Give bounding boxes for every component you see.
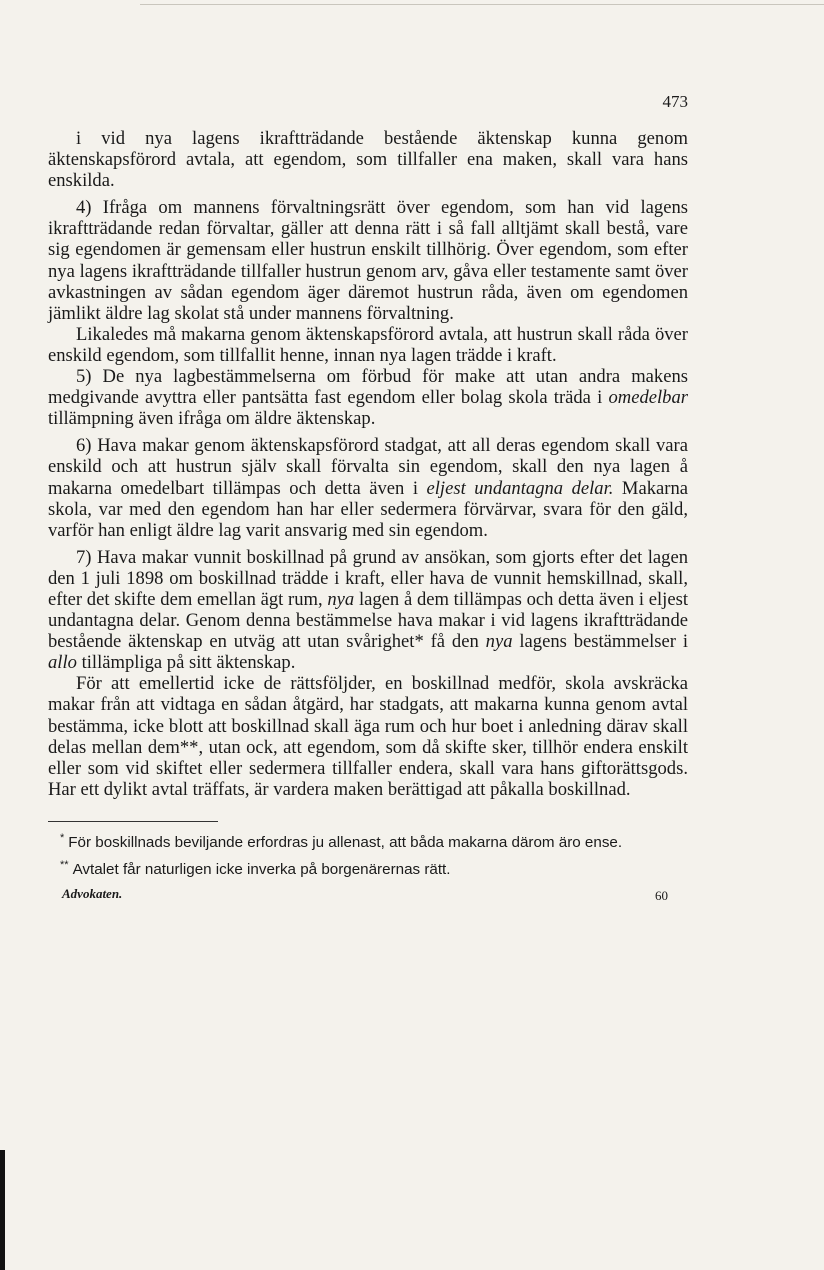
signature-line — [62, 886, 668, 906]
footnote-text: Avtalet får naturligen icke inverka på borgenärernas rätt. — [72, 861, 451, 879]
text-segment: tillämpliga på sitt äktenskap. — [76, 652, 296, 674]
text-segment: nya — [485, 631, 513, 653]
footnote-divider — [48, 821, 218, 822]
text-segment: i vid nya lagens ikraftträdande bestående äktenskap kunna genom äktenskapsförord avtala, att egendom, som tillfaller ena maken, skall vara hans enskilda. — [48, 128, 688, 192]
text-segment: 4) Ifråga om mannens förvaltningsrätt över egendom, som han vid lagens ikraftträdande redan förvaltar, gäller att denna rätt i så fall alltjämt skall bestå, vare sig egendomen är gemensam eller hustrun enskilt tillhörig. Över egendom, som efter nya lagens ikraftträdande tillfaller hustrun genom arv, gåva eller testamente samt över avkastningen av sådan egendom äger däremot hustrun råda, även om egendomen jämlikt äldre lag skolat stå under mannens förvaltning. — [48, 197, 688, 324]
paragraph-p5 — [48, 435, 688, 540]
body-text — [48, 128, 688, 800]
text-segment: eljest undantagna delar. — [426, 477, 614, 499]
text-segment: Makarna skola, var med den egendom han har eller sedermera förvärvar, svara för den gäld, varför han enligt äldre lag varit ansvarig med sin egendom. — [48, 477, 688, 541]
footnote-mark: * — [60, 832, 65, 844]
paragraph-p2 — [48, 197, 688, 324]
text-segment: allo — [48, 652, 77, 674]
footnotes — [48, 829, 688, 883]
signature: Advokaten. — [62, 886, 123, 901]
text-segment: 6) Hava makar genom äktenskapsförord stadgat, att all deras egendom skall vara enskild och att hustrun själv skall förvalta sin egendom, skall den nya lagen å makarna omedelbart tillämpas och detta även i — [48, 435, 688, 499]
text-segment: nya — [327, 588, 355, 610]
text-segment: lagens bestämmelser i — [512, 631, 688, 653]
page-number: 473 — [662, 92, 688, 111]
footnote-text: För boskillnads beviljande erfordras ju allenast, att båda makarna därom äro ense. — [68, 834, 623, 852]
paragraph-p7 — [48, 673, 688, 800]
text-segment: 7) Hava makar vunnit boskillnad på grund av ansökan, som gjorts efter det lagen den 1 juli 1898 om boskillnad trädde i kraft, eller hava de vunnit hemskillnad, skall, efter det skifte dem emellan ägt rum, — [48, 546, 688, 610]
text-segment: För att emellertid icke de rättsföljder, en boskillnad medför, skola avskräcka makar från att vidtaga en sådan åtgärd, har stadgats, att makarna kunna genom avtal bestämma, icke blott att boskillnad skall äga rum och hur boet i anledning därav skall delas mellan dem**, utan ock, att egendom, som då skifte sker, tillhör endera enskilt eller som vid skiftet eller sedermera tillfaller endera, skall vara hans giftorättsgods. Har ett dylikt avtal träffats, är vardera maken berättigad att påkalla boskillnad. — [48, 673, 688, 800]
footnote-mark: ** — [60, 859, 69, 872]
text-segment: 5) De nya lagbestämmelserna om förbud för make att utan andra makens medgivande avyttra eller pantsätta fast egendom eller bolag skola träda i — [48, 366, 688, 409]
text-segment: tillämpning även ifråga om äldre äktenskap. — [48, 408, 376, 430]
paragraph-p6 — [48, 547, 688, 674]
footnote — [48, 829, 688, 852]
text-segment: Likaledes må makarna genom äktenskapsförord avtala, att hustrun skall råda över enskild egendom, som tillfallit henne, innan nya lagen trädde i kraft. — [48, 323, 688, 366]
paragraph-p4 — [48, 366, 688, 429]
paragraph-p1 — [48, 128, 688, 191]
paragraph-p3 — [48, 324, 688, 366]
footnote — [48, 856, 688, 879]
sheet-number: 60 — [655, 888, 668, 903]
binding-shadow — [0, 1150, 5, 1270]
text-segment: lagen å dem tillämpas och detta även i eljest undantagna delar. Genom denna bestämmelse hava makar i vid lagens ikraftträdande bestående äktenskap en utväg att utan svårighet* få den — [48, 588, 688, 653]
text-segment: omedelbar — [608, 387, 688, 409]
top-edge-rule — [140, 4, 824, 5]
